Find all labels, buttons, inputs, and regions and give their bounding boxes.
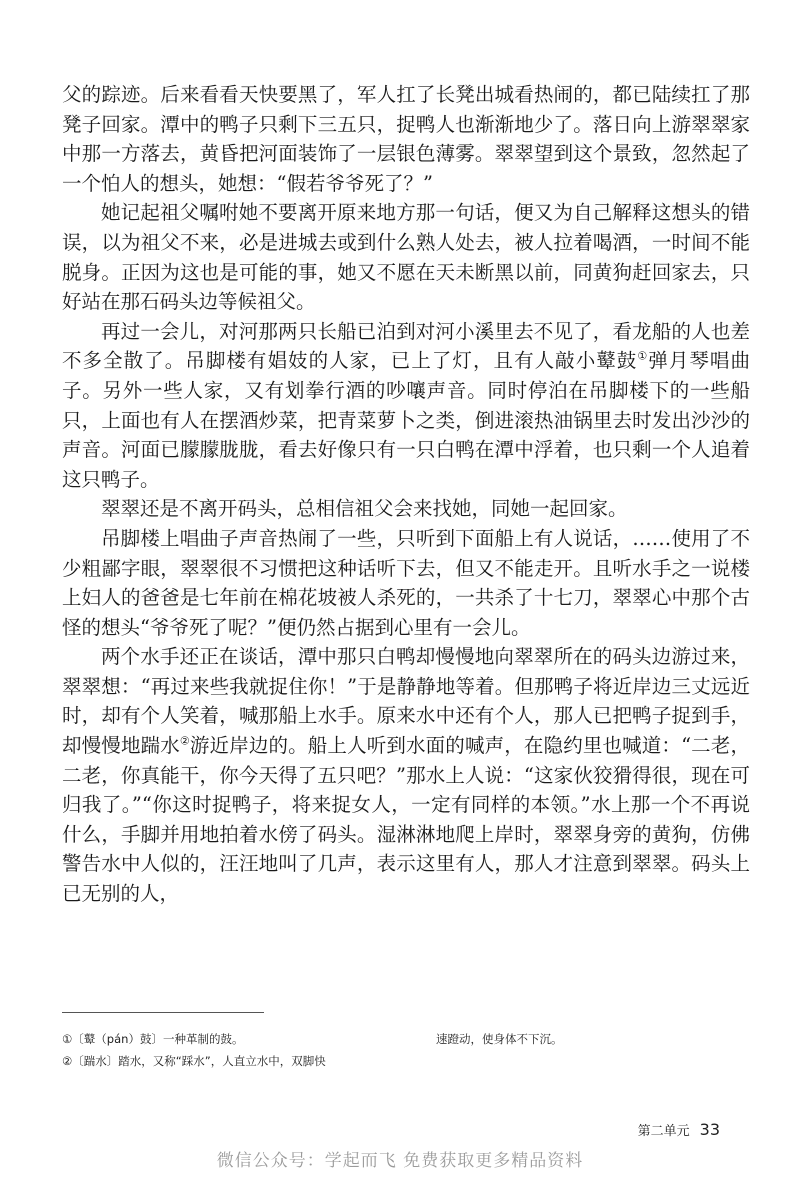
- paragraph-5: 吊脚楼上唱曲子声音热闹了一些，只听到下面船上有人说话，……使用了不少粗鄙字眼，翠翠很不习惯把这种话听下去，但又不能走开。且听水手之一说楼上妇人的爸爸是七年前在棉花坡被人杀死的，一共杀了十七刀，翠翠心中那个古怪的想头“爷爷死了呢？”便仍然占据到心里有一会儿。: [62, 526, 750, 639]
- footnote-divider: [62, 1012, 264, 1013]
- paragraph-3-part-b: 弹月琴唱曲子。另外一些人家，又有划拳行酒的吵嚷声音。同时停泊在吊脚楼下的一些船只，上面也有人在摆酒炒菜，把青菜萝卜之类，倒进滚热油锅里去时发出沙沙的声音。河面已朦朦胧胧，看去好像只有一只白鸭在潭中浮着，也只剩一个人追着这只鸭子。: [62, 349, 750, 491]
- footnote-2: ②〔踹水〕踏水，又称“踩水”，人直立水中，双脚快: [62, 1054, 326, 1068]
- body-text: [62, 80, 750, 909]
- paragraph-6: [62, 642, 750, 908]
- footnote-2-continued: 速蹬动，使身体不下沉。: [436, 1032, 563, 1046]
- paragraph-3: [62, 317, 750, 495]
- paragraph-1: 父的踪迹。后来看看天快要黑了，军人扛了长凳出城看热闹的，都已陆续扛了那凳子回家。潭中的鸭子只剩下三五只，捉鸭人也渐渐地少了。落日向上游翠翠家中那一方落去，黄昏把河面装饰了一层银色薄雾。翠翠望到这个景致，忽然起了一个怕人的想头，她想：“假若爷爷死了？”: [62, 83, 750, 195]
- paragraph-3-part-a: 再过一会儿，对河那两只长船已泊到对河小溪里去不见了，看龙船的人也差不多全散了。吊脚楼有娼妓的人家，已上了灯，且有人敲小鼙鼓: [62, 319, 750, 373]
- paragraph-4: 翠翠还是不离开码头，总相信祖父会来找她，同她一起回家。: [101, 497, 628, 521]
- paragraph-6-part-b: 游近岸边的。船上人听到水面的喊声，在隐约里也喊道：“二老，二老，你真能干，你今天得了五只吧？”那水上人说：“这家伙狡猾得很，现在可归我了。”“你这时捉鸭子，将来捉女人，一定有同样的本领。”水上那一个不再说什么，手脚并用地拍着水傍了码头。湿淋淋地爬上岸时，翠翠身旁的黄狗，仿佛警告水中人似的，汪汪地叫了几声，表示这里有人，那人才注意到翠翠。码头上已无别的人，: [62, 734, 750, 906]
- footnotes-right-column: [436, 1028, 736, 1050]
- paragraph-2: 她记起祖父嘱咐她不要离开原来地方那一句话，便又为自己解释这想头的错误，以为祖父不来，必是进城去或到什么熟人处去，被人拉着喝酒，一时间不能脱身。正因为这也是可能的事，她又不愿在天未断黑以前，同黄狗赶回家去，只好站在那石码头边等候祖父。: [62, 201, 750, 314]
- footnote-1: ①〔鼙（pán）鼓〕一种革制的鼓。: [62, 1032, 244, 1046]
- footnote-marker-2: ②: [179, 734, 190, 748]
- footnotes-left-column: [62, 1028, 422, 1072]
- unit-label: 第二单元: [637, 1124, 690, 1139]
- watermark-text: 微信公众号：学起而飞 免费获取更多精品资料: [216, 1151, 584, 1171]
- footnote-marker-1: ①: [637, 349, 649, 363]
- page-number: 33: [699, 1120, 720, 1139]
- page-footer: [638, 1120, 720, 1139]
- paragraph-6-part-a: 两个水手还正在谈话，潭中那只白鸭却慢慢地向翠翠所在的码头边游过来，翠翠想：“再过来些我就捉住你！”于是静静地等着。但那鸭子将近岸边三丈远近时，却有个人笑着，喊那船上水手。原来水中还有个人，那人已把鸭子捉到手，却慢慢地踹水: [62, 645, 750, 758]
